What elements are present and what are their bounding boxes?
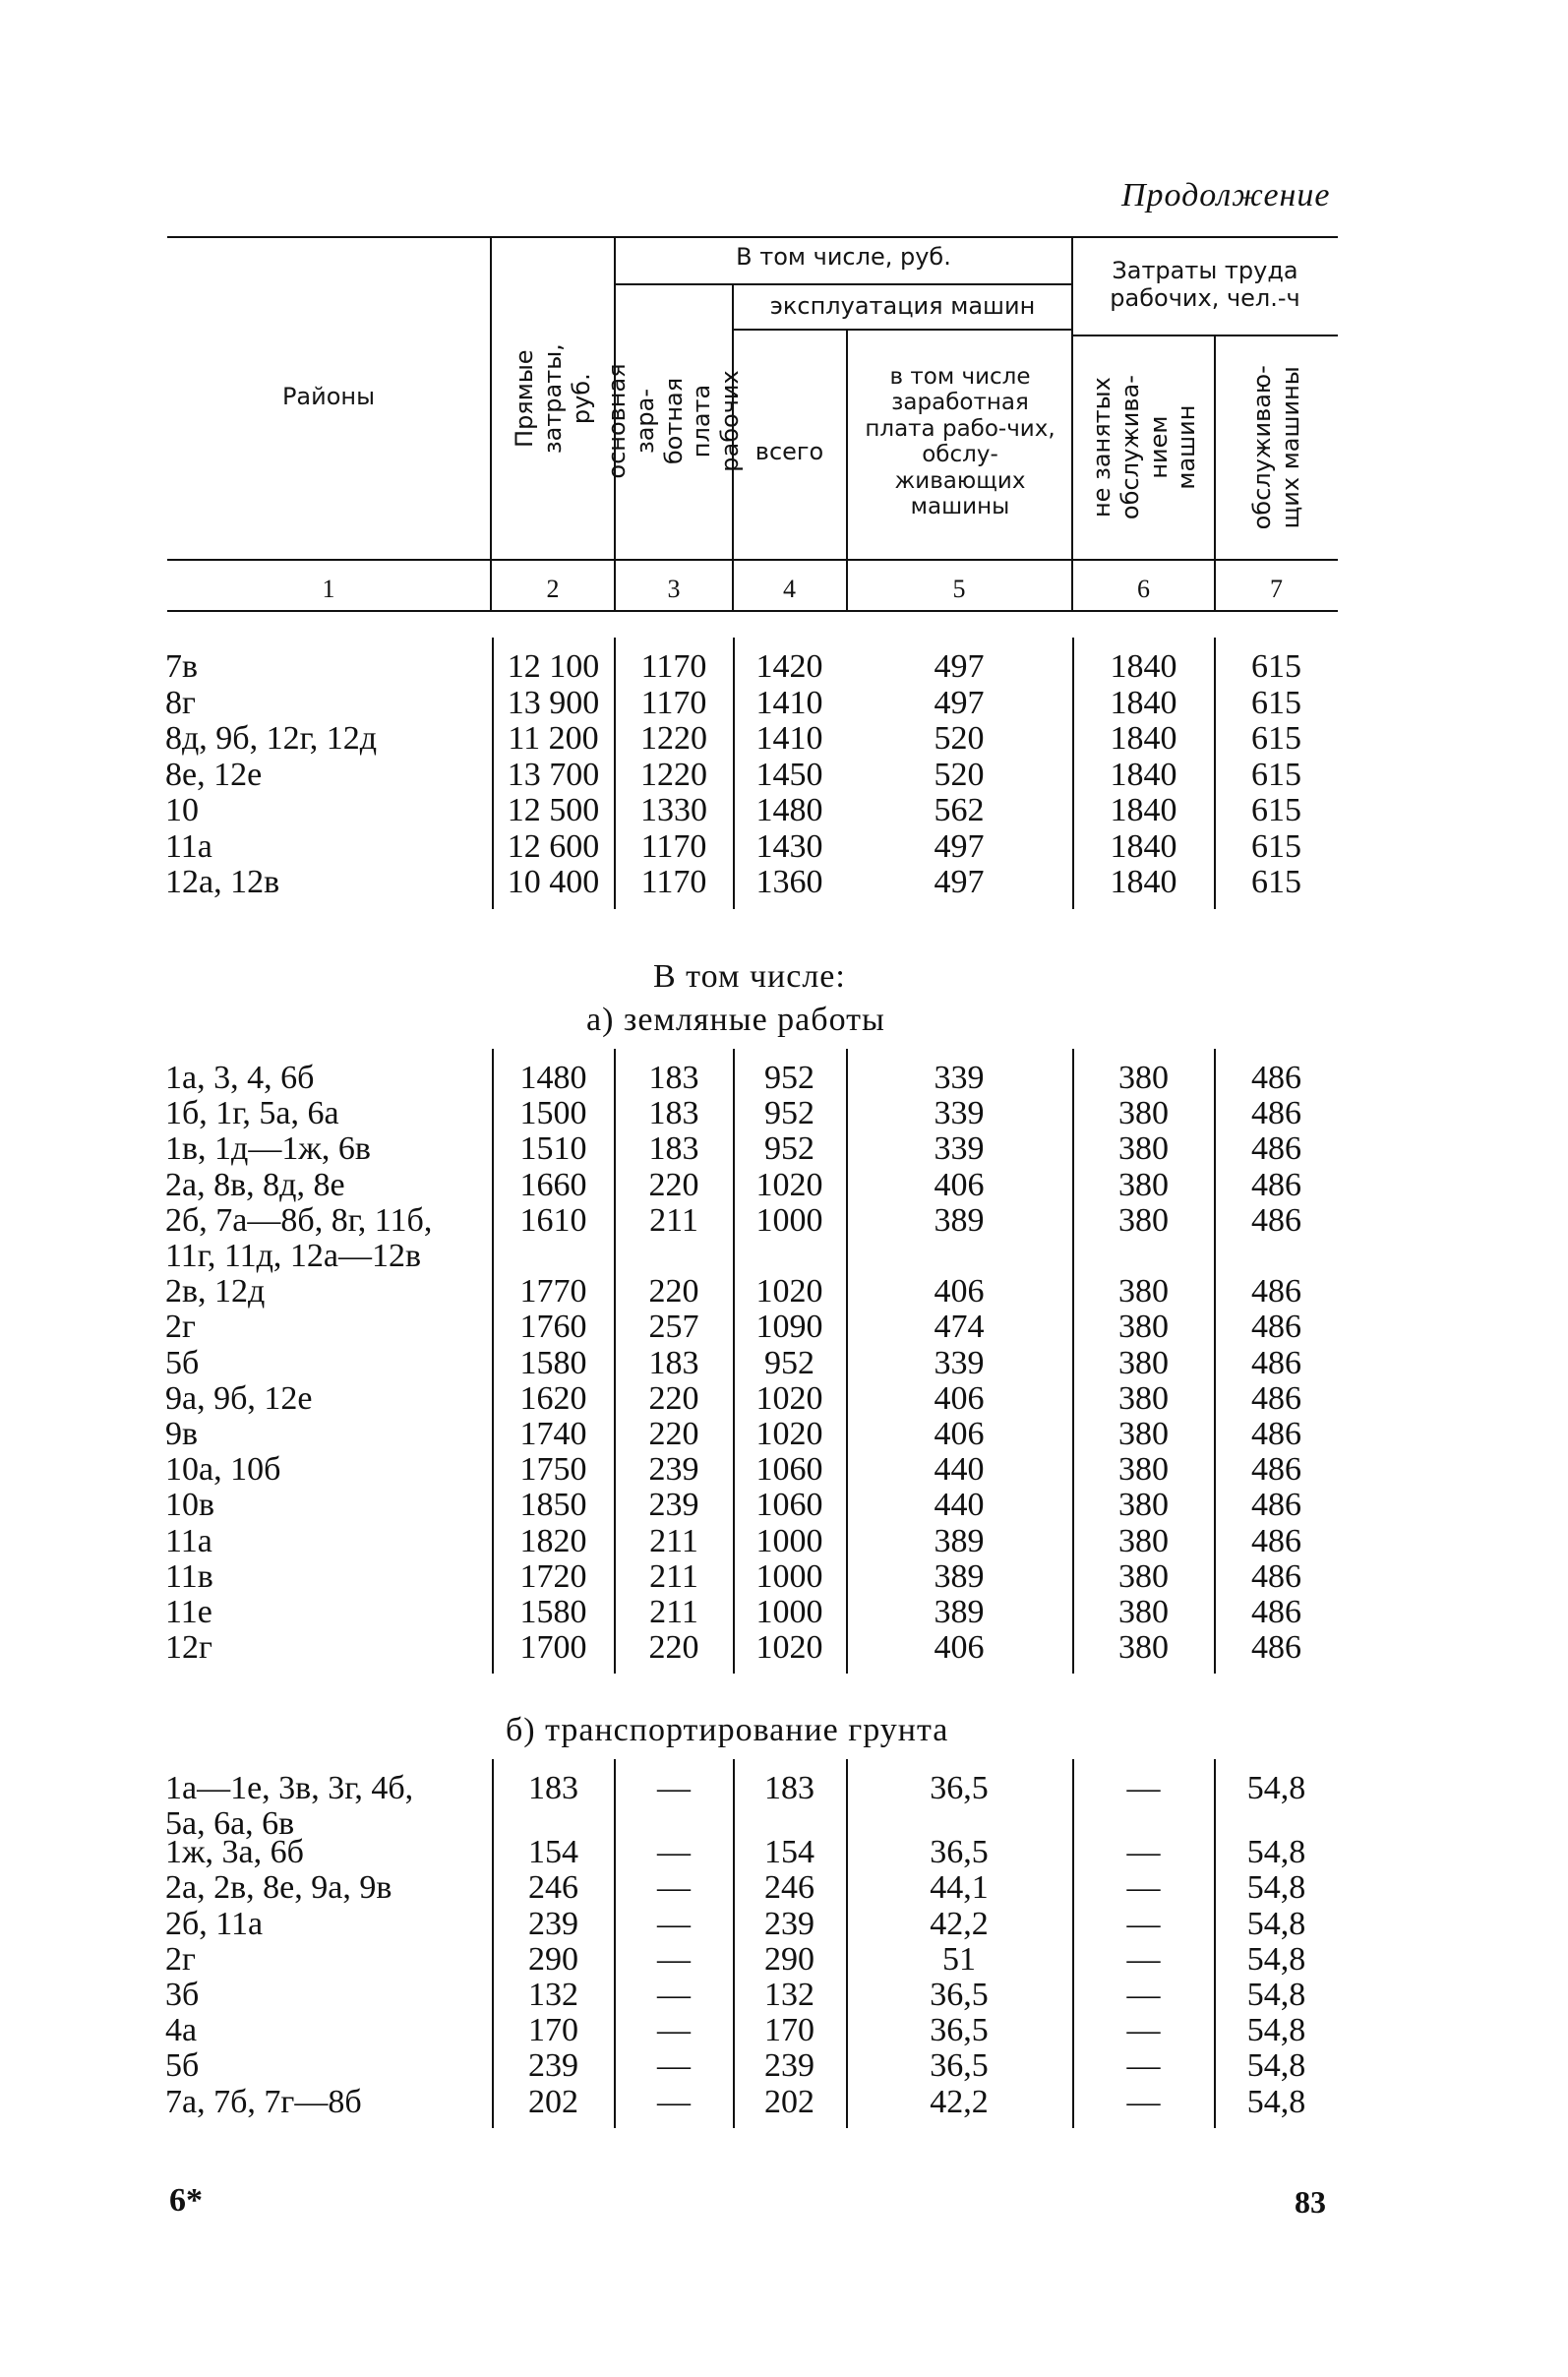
base-wages-cell: 257 bbox=[648, 1309, 699, 1346]
district-cell: 1в, 1д—1ж, 6в bbox=[165, 1130, 371, 1168]
base-wages-cell: 211 bbox=[649, 1557, 698, 1595]
table-row bbox=[0, 2048, 1568, 2084]
labor-not-machines-cell: 380 bbox=[1118, 1309, 1169, 1346]
machine-wages-cell: 497 bbox=[934, 827, 985, 865]
district-cell: 2а, 8в, 8д, 8е bbox=[165, 1166, 345, 1203]
machines-total-cell: 1000 bbox=[755, 1201, 823, 1239]
base-wages-cell: 220 bbox=[648, 1273, 699, 1310]
machines-total-cell: 1020 bbox=[755, 1166, 823, 1203]
base-wages-cell: — bbox=[657, 2047, 691, 2085]
labor-not-machines-cell: 1840 bbox=[1110, 648, 1177, 685]
direct-costs-cell: 1760 bbox=[519, 1309, 587, 1346]
labor-machines-cell: 615 bbox=[1251, 827, 1301, 865]
direct-costs-cell: 239 bbox=[528, 2047, 578, 2085]
direct-costs-cell: 12 500 bbox=[507, 792, 600, 828]
direct-costs-cell: 12 600 bbox=[507, 827, 600, 865]
header-group-labor: Затраты труда рабочих, чел.-ч bbox=[1110, 257, 1300, 312]
machines-total-cell: 1060 bbox=[755, 1487, 823, 1524]
machine-wages-cell: 474 bbox=[934, 1309, 985, 1346]
machine-wages-cell: 406 bbox=[934, 1379, 985, 1417]
labor-not-machines-cell: 380 bbox=[1118, 1201, 1169, 1239]
machines-total-cell: 202 bbox=[764, 2083, 814, 2120]
direct-costs-cell: 1580 bbox=[519, 1344, 587, 1381]
section-main bbox=[0, 649, 1568, 917]
machine-wages-cell: 406 bbox=[934, 1416, 985, 1452]
labor-machines-cell: 54,8 bbox=[1246, 2047, 1306, 2085]
direct-costs-cell: 290 bbox=[528, 1940, 578, 1978]
machine-wages-cell: 36,5 bbox=[930, 2012, 989, 2049]
labor-not-machines-cell: — bbox=[1126, 1770, 1161, 1806]
machines-total-cell: 952 bbox=[764, 1095, 814, 1132]
machines-total-cell: 132 bbox=[764, 1976, 814, 2013]
machine-wages-cell: 36,5 bbox=[930, 1770, 989, 1806]
labor-machines-cell: 615 bbox=[1251, 756, 1301, 793]
labor-not-machines-cell: 380 bbox=[1118, 1416, 1169, 1452]
district-cell: 12а, 12в bbox=[165, 864, 280, 900]
base-wages-cell: 1220 bbox=[640, 720, 707, 757]
labor-machines-cell: 615 bbox=[1251, 684, 1301, 721]
base-wages-cell: 1170 bbox=[640, 864, 707, 900]
machines-total-cell: 952 bbox=[764, 1130, 814, 1168]
base-wages-cell: 183 bbox=[648, 1130, 699, 1168]
direct-costs-cell: 1510 bbox=[519, 1130, 587, 1168]
labor-machines-cell: 486 bbox=[1251, 1451, 1301, 1489]
labor-not-machines-cell: — bbox=[1126, 2083, 1161, 2120]
machine-wages-cell: 520 bbox=[934, 720, 985, 757]
labor-machines-cell: 486 bbox=[1251, 1344, 1301, 1381]
district-cell: 2б, 7а—8б, 8г, 11б, bbox=[165, 1201, 433, 1239]
district-cell: 2г bbox=[165, 1309, 196, 1346]
machine-wages-cell: 51 bbox=[942, 1940, 976, 1978]
machines-total-cell: 1430 bbox=[755, 827, 823, 865]
district-cell: 8е, 12е bbox=[165, 756, 263, 793]
labor-machines-cell: 54,8 bbox=[1246, 1834, 1306, 1871]
district-cell: 12г bbox=[165, 1629, 212, 1667]
district-cell: 5б bbox=[165, 1344, 200, 1381]
base-wages-cell: 183 bbox=[648, 1344, 699, 1381]
labor-not-machines-cell: 380 bbox=[1118, 1487, 1169, 1524]
labor-not-machines-cell: 380 bbox=[1118, 1594, 1169, 1630]
direct-costs-cell: 12 100 bbox=[507, 648, 600, 685]
table-row bbox=[0, 1168, 1568, 1203]
labor-machines-cell: 486 bbox=[1251, 1522, 1301, 1559]
machine-wages-cell: 36,5 bbox=[930, 1834, 989, 1871]
page-number: 83 bbox=[1295, 2184, 1326, 2220]
machine-wages-cell: 36,5 bbox=[930, 2047, 989, 2085]
labor-machines-cell: 486 bbox=[1251, 1416, 1301, 1452]
labor-machines-cell: 54,8 bbox=[1246, 2012, 1306, 2049]
district-cell: 10в bbox=[165, 1487, 215, 1524]
machines-total-cell: 1480 bbox=[755, 792, 823, 828]
machine-wages-cell: 440 bbox=[934, 1451, 985, 1489]
labor-machines-cell: 486 bbox=[1251, 1095, 1301, 1132]
labor-not-machines-cell: 1840 bbox=[1110, 827, 1177, 865]
labor-not-machines-cell: 380 bbox=[1118, 1273, 1169, 1310]
table-row bbox=[0, 1524, 1568, 1559]
labor-not-machines-cell: — bbox=[1126, 2047, 1161, 2085]
labor-not-machines-cell: 380 bbox=[1118, 1095, 1169, 1132]
table-row bbox=[0, 758, 1568, 793]
labor-machines-cell: 486 bbox=[1251, 1309, 1301, 1346]
table-row bbox=[0, 1381, 1568, 1417]
machines-total-cell: 1020 bbox=[755, 1379, 823, 1417]
machine-wages-cell: 406 bbox=[934, 1166, 985, 1203]
labor-not-machines-cell: 380 bbox=[1118, 1060, 1169, 1096]
col-number: 5 bbox=[952, 575, 966, 603]
machines-total-cell: 1020 bbox=[755, 1629, 823, 1667]
labor-not-machines-cell: 1840 bbox=[1110, 792, 1177, 828]
direct-costs-cell: 132 bbox=[528, 1976, 578, 2013]
table-row bbox=[0, 721, 1568, 757]
labor-not-machines-cell: 1840 bbox=[1110, 720, 1177, 757]
table-row bbox=[0, 1203, 1568, 1239]
labor-not-machines-cell: — bbox=[1126, 1905, 1161, 1942]
district-cell: 9а, 9б, 12е bbox=[165, 1379, 313, 1417]
direct-costs-cell: 11 200 bbox=[508, 720, 599, 757]
header-group-machines: эксплуатация машин bbox=[769, 292, 1036, 320]
labor-machines-cell: 615 bbox=[1251, 792, 1301, 828]
direct-costs-cell: 1820 bbox=[519, 1522, 587, 1559]
district-cell: 8д, 9б, 12г, 12д bbox=[165, 720, 378, 757]
direct-costs-cell: 1750 bbox=[519, 1451, 587, 1489]
labor-machines-cell: 486 bbox=[1251, 1557, 1301, 1595]
base-wages-cell: — bbox=[657, 2083, 691, 2120]
direct-costs-cell: 246 bbox=[528, 1869, 578, 1907]
table-row bbox=[0, 1907, 1568, 1942]
machine-wages-cell: 42,2 bbox=[930, 1905, 989, 1942]
machine-wages-cell: 339 bbox=[934, 1130, 985, 1168]
labor-not-machines-cell: 380 bbox=[1118, 1629, 1169, 1667]
machines-total-cell: 154 bbox=[764, 1834, 814, 1871]
table-row bbox=[0, 686, 1568, 721]
direct-costs-cell: 183 bbox=[528, 1770, 578, 1806]
labor-machines-cell: 54,8 bbox=[1246, 1976, 1306, 2013]
machines-total-cell: 239 bbox=[764, 2047, 814, 2085]
machine-wages-cell: 389 bbox=[934, 1557, 985, 1595]
table-row bbox=[0, 1310, 1568, 1345]
base-wages-cell: 220 bbox=[648, 1379, 699, 1417]
labor-machines-cell: 486 bbox=[1251, 1629, 1301, 1667]
direct-costs-cell: 1660 bbox=[519, 1166, 587, 1203]
table-row bbox=[0, 1096, 1568, 1131]
labor-not-machines-cell: 1840 bbox=[1110, 864, 1177, 900]
table-row bbox=[0, 1630, 1568, 1666]
machines-total-cell: 170 bbox=[764, 2012, 814, 2049]
labor-machines-cell: 54,8 bbox=[1246, 1869, 1306, 1907]
labor-not-machines-cell: — bbox=[1126, 1976, 1161, 2013]
district-cell: 4а bbox=[165, 2012, 198, 2049]
district-cell: 10а, 10б bbox=[165, 1451, 281, 1489]
col-number: 1 bbox=[322, 575, 335, 603]
section-soil-transport bbox=[0, 1771, 1568, 2136]
labor-machines-cell: 486 bbox=[1251, 1166, 1301, 1203]
direct-costs-cell: 1720 bbox=[519, 1557, 587, 1595]
header-group-cost: В том числе, руб. bbox=[736, 243, 951, 271]
base-wages-cell: — bbox=[657, 1905, 691, 1942]
base-wages-cell: 183 bbox=[648, 1095, 699, 1132]
machines-total-cell: 183 bbox=[764, 1770, 814, 1806]
table-row bbox=[0, 1488, 1568, 1523]
district-cell: 5б bbox=[165, 2047, 200, 2085]
district-cell: 9в bbox=[165, 1416, 199, 1452]
district-cell: 11е bbox=[165, 1594, 212, 1630]
labor-machines-cell: 486 bbox=[1251, 1060, 1301, 1096]
table-row bbox=[0, 1239, 1568, 1274]
table-row bbox=[0, 2013, 1568, 2048]
base-wages-cell: 1170 bbox=[640, 648, 707, 685]
district-cell: 8г bbox=[165, 684, 196, 721]
machines-total-cell: 1060 bbox=[755, 1451, 823, 1489]
machines-total-cell: 290 bbox=[764, 1940, 814, 1978]
direct-costs-cell: 1480 bbox=[519, 1060, 587, 1096]
table-row bbox=[0, 829, 1568, 865]
base-wages-cell: — bbox=[657, 1770, 691, 1806]
labor-not-machines-cell: — bbox=[1126, 1834, 1161, 1871]
district-cell: 5а, 6а, 6в bbox=[165, 1805, 295, 1843]
direct-costs-cell: 1850 bbox=[519, 1487, 587, 1524]
labor-machines-cell: 54,8 bbox=[1246, 2083, 1306, 2120]
base-wages-cell: 211 bbox=[649, 1594, 698, 1630]
col-number: 4 bbox=[783, 575, 796, 603]
labor-machines-cell: 486 bbox=[1251, 1130, 1301, 1168]
direct-costs-cell: 239 bbox=[528, 1905, 578, 1942]
direct-costs-cell: 1580 bbox=[519, 1594, 587, 1630]
base-wages-cell: 183 bbox=[648, 1060, 699, 1096]
header-labor-machines: обслуживаю-щих машины bbox=[1248, 365, 1304, 530]
col-number: 2 bbox=[546, 575, 560, 603]
machine-wages-cell: 42,2 bbox=[930, 2083, 989, 2120]
table-row bbox=[0, 1061, 1568, 1096]
district-cell: 11г, 11д, 12а—12в bbox=[165, 1238, 422, 1274]
district-cell: 7в bbox=[165, 648, 199, 685]
table-row bbox=[0, 865, 1568, 900]
district-cell: 11а bbox=[165, 1522, 212, 1559]
signature-mark: 6* bbox=[169, 2182, 203, 2219]
table-row bbox=[0, 649, 1568, 685]
district-cell: 1б, 1г, 5а, 6а bbox=[165, 1095, 339, 1132]
labor-machines-cell: 486 bbox=[1251, 1273, 1301, 1310]
district-cell: 11в bbox=[165, 1557, 213, 1595]
district-cell: 1а, 3, 4, 6б bbox=[165, 1060, 315, 1096]
col-number: 6 bbox=[1137, 575, 1150, 603]
machines-total-cell: 246 bbox=[764, 1869, 814, 1907]
labor-not-machines-cell: 380 bbox=[1118, 1557, 1169, 1595]
table-row bbox=[0, 1771, 1568, 1806]
labor-machines-cell: 615 bbox=[1251, 720, 1301, 757]
machine-wages-cell: 339 bbox=[934, 1060, 985, 1096]
base-wages-cell: 220 bbox=[648, 1416, 699, 1452]
labor-not-machines-cell: — bbox=[1126, 1869, 1161, 1907]
machines-total-cell: 1000 bbox=[755, 1594, 823, 1630]
labor-machines-cell: 486 bbox=[1251, 1594, 1301, 1630]
direct-costs-cell: 202 bbox=[528, 2083, 578, 2120]
table-row bbox=[0, 1942, 1568, 1978]
base-wages-cell: 211 bbox=[649, 1522, 698, 1559]
labor-machines-cell: 486 bbox=[1251, 1487, 1301, 1524]
direct-costs-cell: 154 bbox=[528, 1834, 578, 1871]
machine-wages-cell: 389 bbox=[934, 1522, 985, 1559]
header-labor-not-machines: не занятых обслужива-нием машин bbox=[1087, 375, 1200, 520]
labor-machines-cell: 615 bbox=[1251, 864, 1301, 900]
continued-label: Продолжение bbox=[1121, 177, 1331, 213]
table-row bbox=[0, 1131, 1568, 1167]
section-a-title: а) земляные работы bbox=[586, 1002, 885, 1038]
machines-total-cell: 239 bbox=[764, 1905, 814, 1942]
machine-wages-cell: 497 bbox=[934, 648, 985, 685]
col-number: 7 bbox=[1270, 575, 1283, 603]
district-cell: 11а bbox=[165, 827, 212, 865]
direct-costs-cell: 170 bbox=[528, 2012, 578, 2049]
base-wages-cell: 220 bbox=[648, 1166, 699, 1203]
district-cell: 10 bbox=[165, 792, 199, 828]
base-wages-cell: — bbox=[657, 1869, 691, 1907]
machine-wages-cell: 339 bbox=[934, 1344, 985, 1381]
machine-wages-cell: 562 bbox=[934, 792, 985, 828]
machine-wages-cell: 339 bbox=[934, 1095, 985, 1132]
labor-machines-cell: 54,8 bbox=[1246, 1905, 1306, 1942]
table-row bbox=[0, 1978, 1568, 2013]
direct-costs-cell: 13 700 bbox=[507, 756, 600, 793]
direct-costs-cell: 1610 bbox=[519, 1201, 587, 1239]
machines-total-cell: 1420 bbox=[755, 648, 823, 685]
labor-not-machines-cell: 380 bbox=[1118, 1344, 1169, 1381]
labor-not-machines-cell: 380 bbox=[1118, 1451, 1169, 1489]
machines-total-cell: 1450 bbox=[755, 756, 823, 793]
base-wages-cell: — bbox=[657, 1976, 691, 2013]
labor-not-machines-cell: 1840 bbox=[1110, 684, 1177, 721]
machines-total-cell: 1020 bbox=[755, 1273, 823, 1310]
labor-machines-cell: 486 bbox=[1251, 1201, 1301, 1239]
base-wages-cell: 239 bbox=[648, 1487, 699, 1524]
table-row bbox=[0, 1870, 1568, 1906]
labor-not-machines-cell: 380 bbox=[1118, 1130, 1169, 1168]
base-wages-cell: 1330 bbox=[640, 792, 707, 828]
district-cell: 2в, 12д bbox=[165, 1273, 266, 1310]
machines-total-cell: 1000 bbox=[755, 1522, 823, 1559]
table-row bbox=[0, 1274, 1568, 1310]
labor-not-machines-cell: 380 bbox=[1118, 1379, 1169, 1417]
machine-wages-cell: 497 bbox=[934, 864, 985, 900]
base-wages-cell: — bbox=[657, 2012, 691, 2049]
table-row bbox=[0, 1417, 1568, 1452]
base-wages-cell: 1220 bbox=[640, 756, 707, 793]
district-cell: 1ж, 3а, 6б bbox=[165, 1834, 304, 1871]
machine-wages-cell: 389 bbox=[934, 1201, 985, 1239]
header-base-wages: основная зара-ботная плата рабочих bbox=[603, 363, 745, 479]
machines-total-cell: 1090 bbox=[755, 1309, 823, 1346]
machine-wages-cell: 44,1 bbox=[930, 1869, 989, 1907]
machines-total-cell: 1020 bbox=[755, 1416, 823, 1452]
table-row bbox=[0, 1835, 1568, 1870]
labor-machines-cell: 486 bbox=[1251, 1379, 1301, 1417]
machines-total-cell: 1410 bbox=[755, 720, 823, 757]
header-direct-costs: Прямые затраты, руб. bbox=[510, 343, 595, 454]
direct-costs-cell: 1620 bbox=[519, 1379, 587, 1417]
header-districts: Районы bbox=[281, 383, 376, 410]
header-machines-total: всего bbox=[754, 438, 824, 465]
base-wages-cell: 1170 bbox=[640, 684, 707, 721]
labor-machines-cell: 615 bbox=[1251, 648, 1301, 685]
machine-wages-cell: 406 bbox=[934, 1273, 985, 1310]
machine-wages-cell: 440 bbox=[934, 1487, 985, 1524]
district-cell: 7а, 7б, 7г—8б bbox=[165, 2083, 362, 2120]
direct-costs-cell: 1770 bbox=[519, 1273, 587, 1310]
base-wages-cell: — bbox=[657, 1940, 691, 1978]
direct-costs-cell: 10 400 bbox=[507, 864, 600, 900]
table-row bbox=[0, 1346, 1568, 1381]
machine-wages-cell: 497 bbox=[934, 684, 985, 721]
table-row bbox=[0, 1559, 1568, 1595]
labor-not-machines-cell: 1840 bbox=[1110, 756, 1177, 793]
machines-total-cell: 952 bbox=[764, 1060, 814, 1096]
machines-total-cell: 1000 bbox=[755, 1557, 823, 1595]
machine-wages-cell: 406 bbox=[934, 1629, 985, 1667]
base-wages-cell: 220 bbox=[648, 1629, 699, 1667]
district-cell: 1а—1е, 3в, 3г, 4б, bbox=[165, 1770, 414, 1806]
table-row bbox=[0, 1452, 1568, 1488]
col-number: 3 bbox=[667, 575, 681, 603]
base-wages-cell: — bbox=[657, 1834, 691, 1871]
machines-total-cell: 1360 bbox=[755, 864, 823, 900]
machine-wages-cell: 36,5 bbox=[930, 1976, 989, 2013]
machines-total-cell: 952 bbox=[764, 1344, 814, 1381]
labor-machines-cell: 54,8 bbox=[1246, 1940, 1306, 1978]
labor-not-machines-cell: 380 bbox=[1118, 1522, 1169, 1559]
direct-costs-cell: 1700 bbox=[519, 1629, 587, 1667]
base-wages-cell: 239 bbox=[648, 1451, 699, 1489]
direct-costs-cell: 1500 bbox=[519, 1095, 587, 1132]
section-b-title: б) транспортирование грунта bbox=[506, 1712, 949, 1748]
table-row bbox=[0, 1595, 1568, 1630]
table-row bbox=[0, 2085, 1568, 2120]
table-row bbox=[0, 793, 1568, 828]
district-cell: 2б, 11а bbox=[165, 1905, 264, 1942]
district-cell: 2а, 2в, 8е, 9а, 9в bbox=[165, 1869, 392, 1907]
district-cell: 2г bbox=[165, 1940, 196, 1978]
direct-costs-cell: 1740 bbox=[519, 1416, 587, 1452]
machines-total-cell: 1410 bbox=[755, 684, 823, 721]
district-cell: 3б bbox=[165, 1976, 200, 2013]
section-earthworks bbox=[0, 1061, 1568, 1681]
included-label: В том числе: bbox=[653, 958, 846, 995]
base-wages-cell: 1170 bbox=[640, 827, 707, 865]
labor-not-machines-cell: — bbox=[1126, 1940, 1161, 1978]
direct-costs-cell: 13 900 bbox=[507, 684, 600, 721]
base-wages-cell: 211 bbox=[649, 1201, 698, 1239]
machine-wages-cell: 389 bbox=[934, 1594, 985, 1630]
header-machine-wages: в том числе заработная плата рабо-чих, обслу-живающих машины bbox=[865, 364, 1055, 520]
machine-wages-cell: 520 bbox=[934, 756, 985, 793]
labor-machines-cell: 54,8 bbox=[1246, 1770, 1306, 1806]
labor-not-machines-cell: — bbox=[1126, 2012, 1161, 2049]
labor-not-machines-cell: 380 bbox=[1118, 1166, 1169, 1203]
